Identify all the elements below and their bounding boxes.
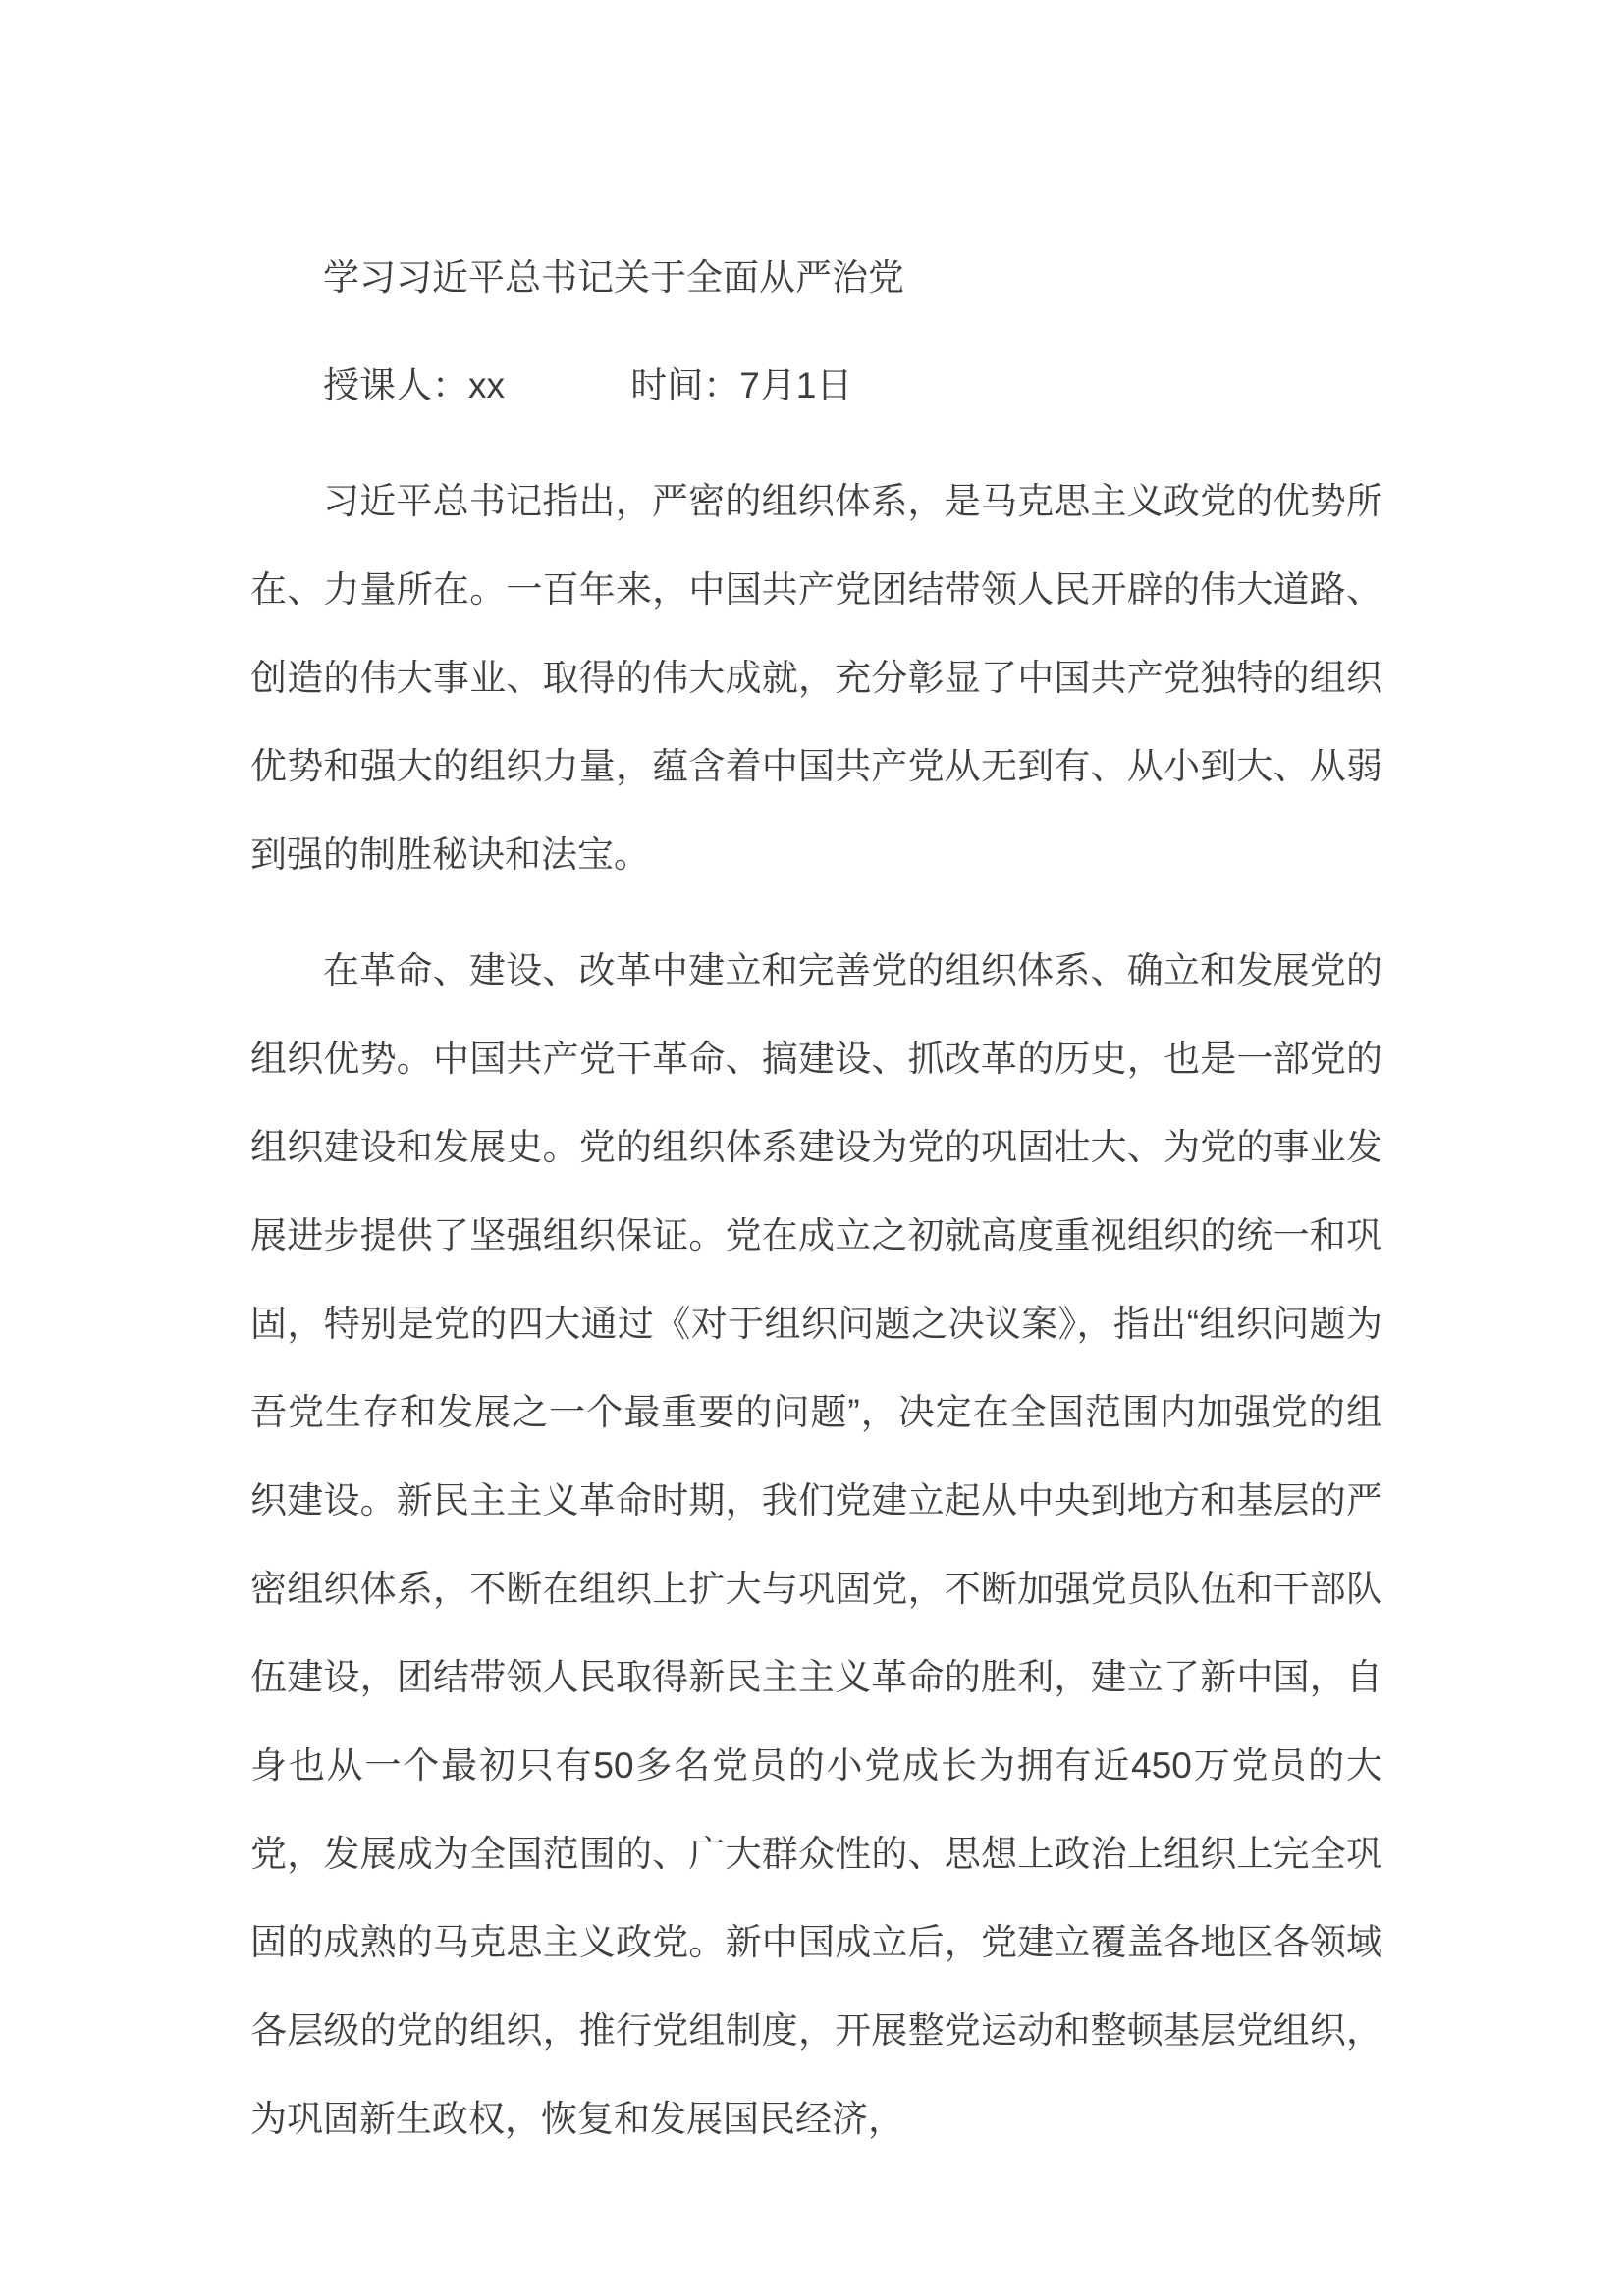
document-title: 学习习近平总书记关于全面从严治党 (323, 257, 904, 297)
time-info: 时间：7月1日 (630, 365, 853, 405)
document-meta-line (250, 342, 1382, 430)
lecturer-info: 授课人：xx (323, 365, 505, 405)
paragraph: 习近平总书记指出，严密的组织体系，是马克思主义政党的优势所在、力量所在。一百年来，中国共产党团结带领人民开辟的伟大道路、创造的伟大事业、取得的伟大成就，充分彰显了中国共产党独特的组织优势和强大的组织力量，蕴含着中国共产党从无到有、从小到大、从弱到强的制胜秘诀和法宝。 (250, 481, 1382, 875)
paragraph: 在革命、建设、改革中建立和完善党的组织体系、确立和发展党的组织优势。中国共产党干革命、搞建设、抓改革的历史，也是一部党的组织建设和发展史。党的组织体系建设为党的巩固壮大、为党的事业发展进步提供了坚强组织保证。党在成立之初就高度重视组织的统一和巩固，特别是党的四大通过《对于组织问题之决议案》，指出“组织问题为吾党生存和发展之一个最重要的问题”，决定在全国范围内加强党的组织建设。新民主主义革命时期，我们党建立起从中央到地方和基层的严密组织体系，不断在组织上扩大与巩固党，不断加强党员队伍和干部队伍建设，团结带领人民取得新民主主义革命的胜利，建立了新中国，自身也从一个最初只有50多名党员的小党成长为拥有近450万党员的大党，发展成为全国范围的、广大群众性的、思想上政治上组织上完全巩固的成熟的马克思主义政党。新中国成立后，党建立覆盖各地区各领域各层级的党的组织，推行党组制度，开展整党运动和整顿基层党组织，为巩固新生政权，恢复和发展国民经济， (250, 950, 1382, 2139)
